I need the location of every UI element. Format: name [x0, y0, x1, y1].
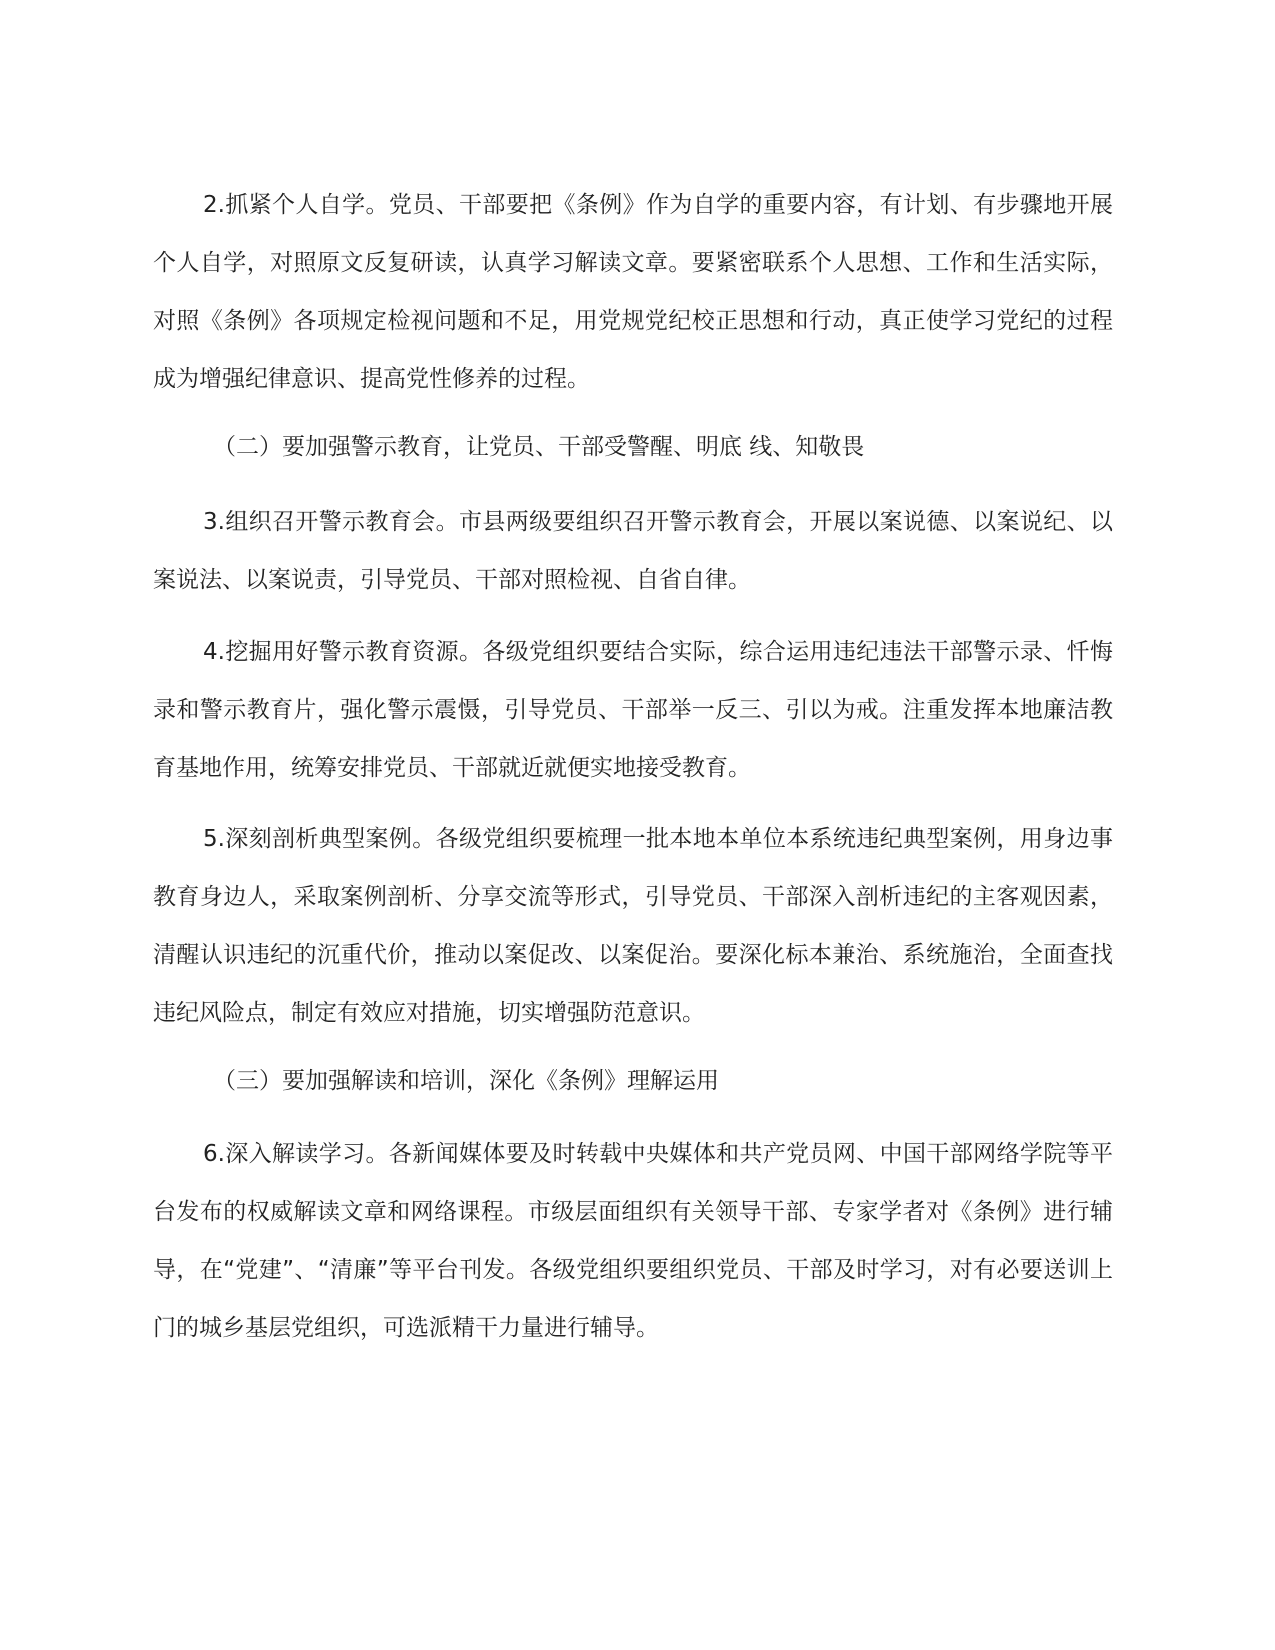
- paragraph-text: 3.组织召开警示教育会。市县两级要组织召开警示教育会，开展以案说德、以案说纪、以案说法、以案说责，引导党员、干部对照检视、自省自律。: [153, 509, 1113, 593]
- section-heading-3: （三）要加强解读和培训，深化《条例》理解运用: [213, 1068, 719, 1094]
- paragraph-text: 2.抓紧个人自学。党员、干部要把《条例》作为自学的重要内容，有计划、有步骤地开展个人自学，对照原文反复研读，认真学习解读文章。要紧密联系个人思想、工作和生活实际，对照《条例》各项规定检视问题和不足，用党规党纪校正思想和行动，真正使学习党纪的过程成为增强纪律意识、提高党性修养的过程。: [153, 192, 1113, 392]
- section-heading-2: （二）要加强警示教育，让党员、干部受警醒、明底 线、知敬畏: [213, 434, 865, 460]
- paragraph-item-4: [153, 623, 1113, 797]
- paragraph-item-6: [153, 1125, 1113, 1357]
- paragraph-item-3: [153, 493, 1113, 609]
- paragraph-text: 6.深入解读学习。各新闻媒体要及时转载中央媒体和共产党员网、中国干部网络学院等平台发布的权威解读文章和网络课程。市级层面组织有关领导干部、专家学者对《条例》进行辅导，在“党建”、“清廉”等平台刊发。各级党组织要组织党员、干部及时学习，对有必要送训上门的城乡基层党组织，可选派精干力量进行辅导。: [153, 1141, 1113, 1341]
- paragraph-text: 4.挖掘用好警示教育资源。各级党组织要结合实际，综合运用违纪违法干部警示录、忏悔录和警示教育片，强化警示震慑，引导党员、干部举一反三、引以为戒。注重发挥本地廉洁教育基地作用，统筹安排党员、干部就近就便实地接受教育。: [153, 639, 1113, 781]
- paragraph-item-5: [153, 810, 1113, 1042]
- paragraph-text: 5.深刻剖析典型案例。各级党组织要梳理一批本地本单位本系统违纪典型案例，用身边事教育身边人，采取案例剖析、分享交流等形式，引导党员、干部深入剖析违纪的主客观因素，清醒认识违纪的沉重代价，推动以案促改、以案促治。要深化标本兼治、系统施治，全面查找违纪风险点，制定有效应对措施，切实增强防范意识。: [153, 826, 1113, 1026]
- paragraph-item-2: [153, 176, 1113, 408]
